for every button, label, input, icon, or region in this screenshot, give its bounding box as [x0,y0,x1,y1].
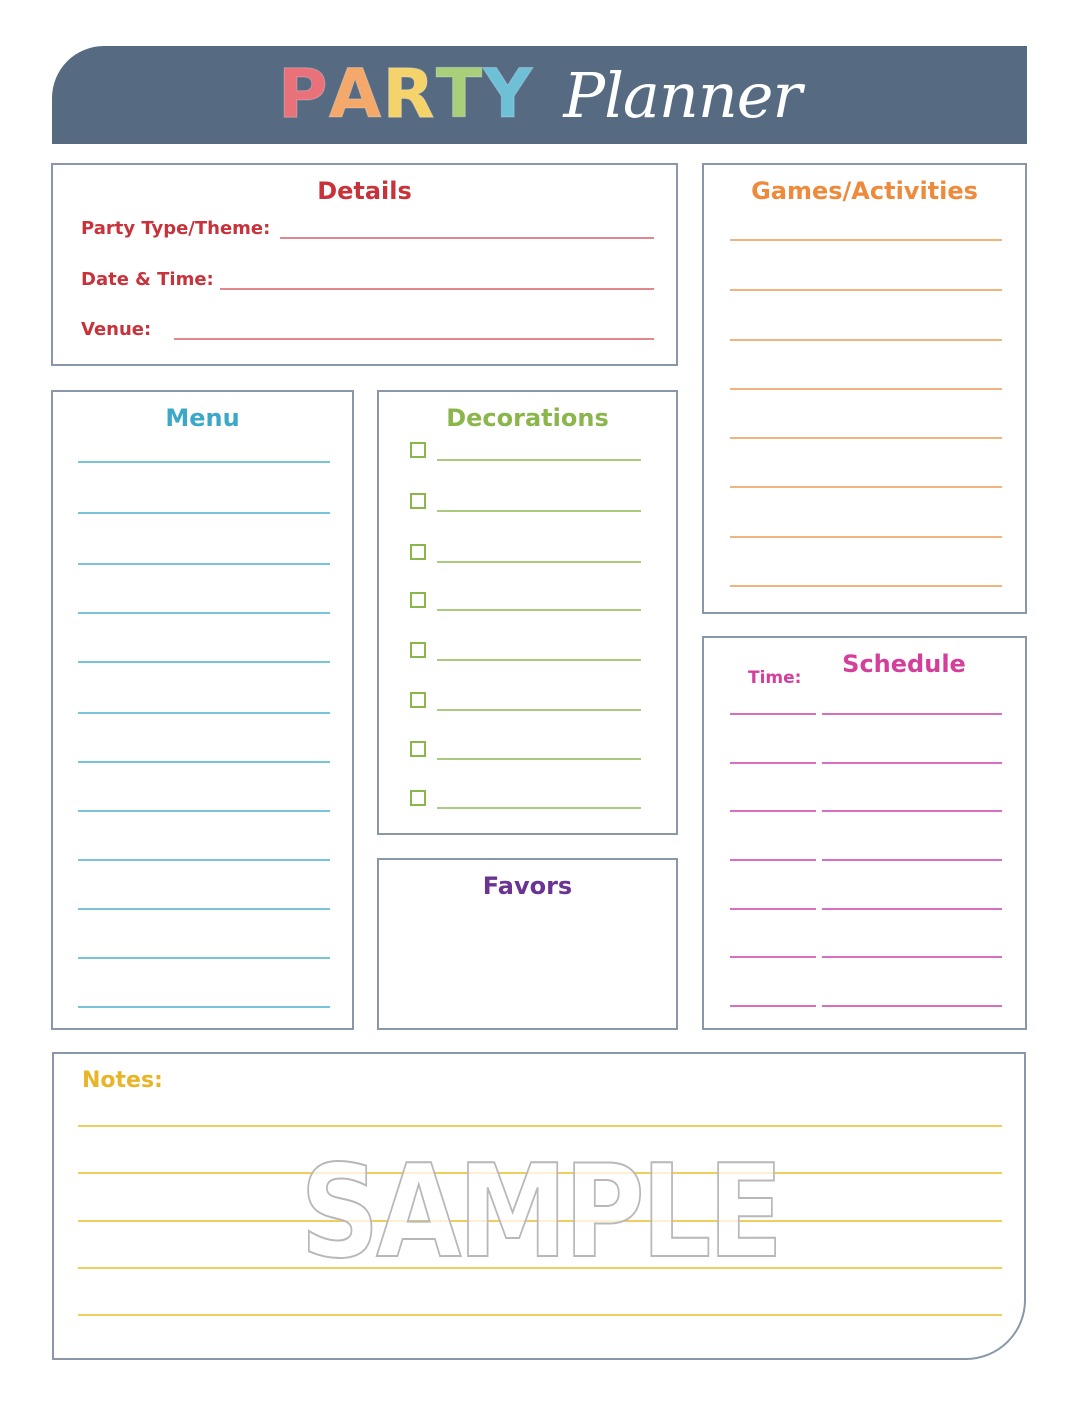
party-type-label: Party Type/Theme: [81,218,271,239]
date-time-label: Date & Time: [81,269,214,290]
schedule-section [702,636,1027,1030]
schedule-time-line[interactable] [730,859,816,861]
checkbox[interactable] [410,692,426,708]
party-letter-r: R [382,55,436,134]
menu-line[interactable] [78,761,330,763]
title [52,46,1027,144]
menu-section [51,390,354,1030]
decoration-line[interactable] [437,659,641,661]
schedule-item-line[interactable] [822,956,1002,958]
games-line[interactable] [730,289,1002,291]
games-line[interactable] [730,339,1002,341]
party-type-field[interactable] [280,237,654,239]
checkbox[interactable] [410,544,426,560]
games-line[interactable] [730,585,1002,587]
schedule-item-line[interactable] [822,713,1002,715]
menu-line[interactable] [78,712,330,714]
schedule-time-line[interactable] [730,956,816,958]
schedule-time-line[interactable] [730,713,816,715]
party-letter-y: Y [483,55,534,134]
schedule-item-line[interactable] [822,908,1002,910]
page-header [52,46,1027,144]
decoration-line[interactable] [437,807,641,809]
date-time-field[interactable] [220,288,654,290]
notes-line[interactable] [78,1125,1002,1127]
menu-line[interactable] [78,908,330,910]
decoration-line[interactable] [437,609,641,611]
menu-line[interactable] [78,512,330,514]
games-line[interactable] [730,239,1002,241]
notes-line[interactable] [78,1314,1002,1316]
schedule-item-line[interactable] [822,810,1002,812]
decoration-line[interactable] [437,561,641,563]
checkbox[interactable] [410,741,426,757]
decoration-line[interactable] [437,459,641,461]
schedule-time-line[interactable] [730,810,816,812]
details-section [51,163,678,366]
details-title: Details [317,177,412,205]
party-letter-a: A [328,55,383,134]
checkbox[interactable] [410,493,426,509]
checkbox[interactable] [410,592,426,608]
schedule-time-line[interactable] [730,762,816,764]
menu-line[interactable] [78,957,330,959]
games-line[interactable] [730,536,1002,538]
games-section [702,163,1027,614]
menu-line[interactable] [78,810,330,812]
schedule-time-line[interactable] [730,908,816,910]
schedule-item-line[interactable] [822,762,1002,764]
party-letter-p: P [277,55,329,134]
party-letter-t: T [435,55,484,134]
menu-line[interactable] [78,612,330,614]
schedule-item-line[interactable] [822,1005,1002,1007]
party-word [277,55,534,134]
games-line[interactable] [730,486,1002,488]
sample-watermark: SAMPLE [300,1138,780,1287]
venue-field[interactable] [174,338,654,340]
schedule-title: Schedule [842,650,966,678]
menu-line[interactable] [78,661,330,663]
schedule-item-line[interactable] [822,859,1002,861]
decorations-section [377,390,678,835]
games-line[interactable] [730,388,1002,390]
menu-line[interactable] [78,563,330,565]
decoration-line[interactable] [437,758,641,760]
checkbox[interactable] [410,642,426,658]
decorations-title: Decorations [446,404,609,432]
decoration-line[interactable] [437,510,641,512]
schedule-time-line[interactable] [730,1005,816,1007]
notes-title: Notes: [82,1068,163,1093]
favors-section [377,858,678,1030]
checkbox[interactable] [410,442,426,458]
menu-title: Menu [165,404,240,432]
games-line[interactable] [730,437,1002,439]
games-title: Games/Activities [751,177,978,205]
favors-title: Favors [482,872,573,900]
menu-line[interactable] [78,461,330,463]
decoration-line[interactable] [437,709,641,711]
planner-word: Planner [563,58,802,132]
menu-line[interactable] [78,1006,330,1008]
checkbox[interactable] [410,790,426,806]
menu-line[interactable] [78,859,330,861]
venue-label: Venue: [81,319,152,340]
time-label: Time: [748,668,802,688]
